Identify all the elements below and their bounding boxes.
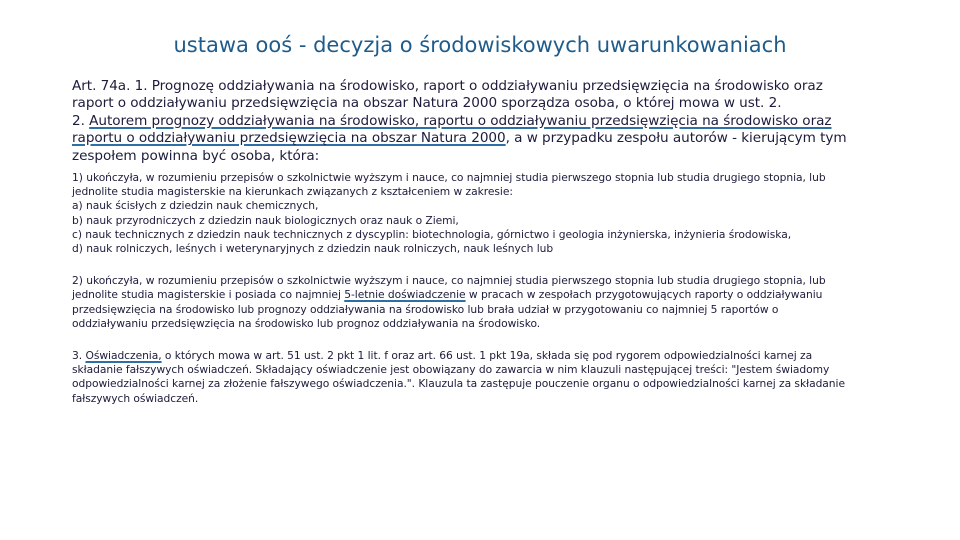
point-2-underlined-text: 5-letnie doświadczenie [344,288,466,302]
art-74a-paragraph-1: Art. 74a. 1. Prognozę oddziaływania na środowisko, raport o oddziaływaniu przedsięwzięcia na środowisko oraz raport o oddziaływaniu przedsięwzięcia na obszar Natura 2000 sporządza osoba, o której mowa w ust. 2. [72,78,823,112]
slide-body [72,78,852,406]
paragraph-2-underlined-text: Autorem prognozy oddziaływania na środowisko, raportu o oddziaływaniu przedsięwzięcia na środowisko oraz raportu o oddziaływaniu przedsięwzięcia na obszar Natura 2000 [72,112,832,147]
art-74a-paragraph-2 [72,113,852,165]
point-1d: d) nauk rolniczych, leśnych i weterynaryjnych z dziedzin nauk rolniczych, nauk leśnych lub [72,242,554,256]
point-2 [72,274,852,331]
paragraph-2-prefix: 2. [72,112,90,129]
slide-title: ustawa ooś - decyzja o środowiskowych uwarunkowaniach [173,33,787,57]
point-1b: b) nauk przyrodniczych z dziedzin nauk biologicznych oraz nauk o Ziemi, [72,213,459,227]
point-1a: a) nauk ścisłych z dziedzin nauk chemicznych, [72,199,319,213]
point-3-prefix: 3. [72,349,86,363]
point-1: 1) ukończyła, w rozumieniu przepisów o szkolnictwie wyższym i nauce, co najmniej studia pierwszego stopnia lub studia drugiego stopnia, lub jednolite studia magisterskie na kierunkach związanych z kształceniem w zakresie: [72,171,826,199]
point-2-after: w pracach w zespołach przygotowujących raporty o oddziaływaniu przedsięwzięcia na środowisko lub prognozy oddziaływania na środowisko lub brała udział w przygotowaniu co najmniej 5 raportów o oddziaływaniu przedsięwzięcia na środowisko lub prognoz oddziaływania na środowisko. [72,288,823,330]
point-3 [72,349,852,406]
paragraph-2-rest: , a w przypadku zespołu autorów - kierującym tym zespołem powinna być osoba, która: [72,130,847,164]
point-3-rest: o których mowa w art. 51 ust. 2 pkt 1 lit. f oraz art. 66 ust. 1 pkt 19a, składa się pod rygorem odpowiedzialności karnej za składanie fałszywych oświadczeń. Składający oświadczenie jest obowiązany do zawarcia w nim klauzuli następującej treści: "Jestem świadomy odpowiedzialności karnej za złożenie fałszywego oświadczenia.". Klauzula ta zastępuje pouczenie organu o odpowiedzialności karnej za składanie fałszywych oświadczeń. [72,349,845,405]
point-1c: c) nauk technicznych z dziedzin nauk technicznych z dyscyplin: biotechnologia, górnictwo i geologia inżynierska, inżynieria środowiska, [72,227,792,241]
point-2-before: 2) ukończyła, w rozumieniu przepisów o szkolnictwie wyższym i nauce, co najmniej studia pierwszego stopnia lub studia drugiego stopnia, lub jednolite studia magisterskie i posiada co najmniej [72,274,826,302]
point-3-underlined-text: Oświadczenia, [85,349,162,363]
